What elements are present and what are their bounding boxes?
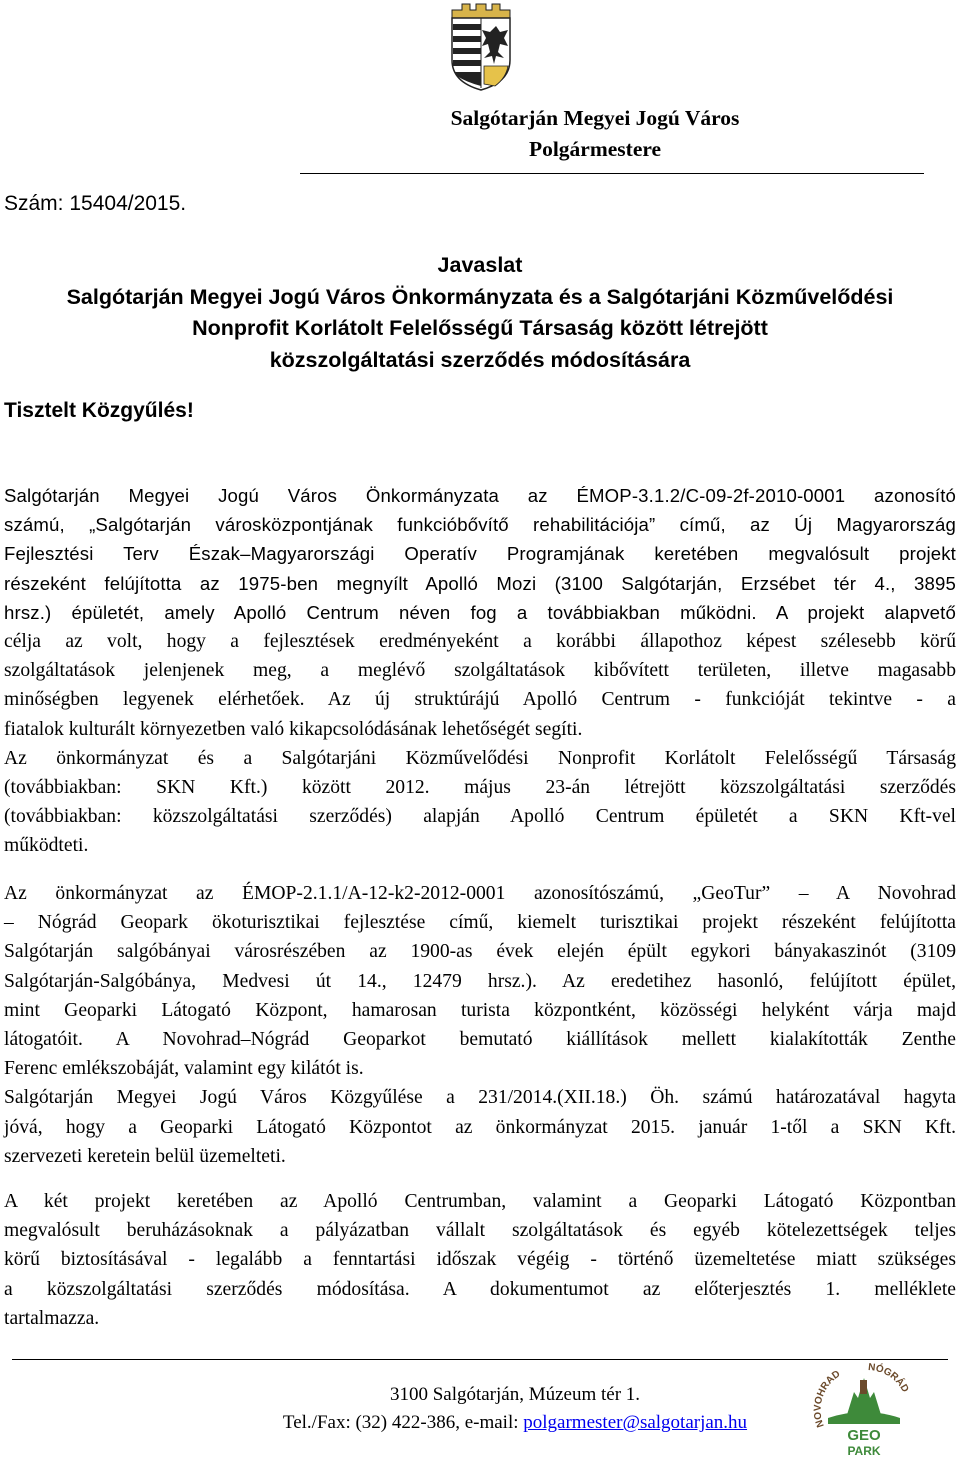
- text-line: minőségben legyenek elérhetőek. Az új struktúrájú Apolló Centrum - funkcióját tekintve - a: [4, 689, 956, 711]
- proposal-title: [0, 250, 960, 376]
- text-line: jóvá, hogy a Geoparki Látogató Központot az önkormányzat 2015. január 1-től a SKN Kft.: [4, 1116, 956, 1138]
- text-line: A két projekt keretében az Apolló Centrumban, valamint a Geoparki Látogató Központban: [4, 1191, 956, 1212]
- email-link[interactable]: polgarmester@salgotarjan.hu: [523, 1412, 748, 1433]
- paragraph-apollo: [4, 481, 956, 627]
- text-line: Salgótarján Megyei Jogú Város Közgyűlése a 231/2014.(XII.18.) Öh. számú határozatával hagyta: [4, 1087, 956, 1109]
- text-line: a közszolgáltatási szerződés módosítása. A dokumentumot az előterjesztés 1. melléklete: [4, 1278, 956, 1300]
- text-line: Az önkormányzat az ÉMOP-2.1.1/A-12-k2-2012-0001 azonosítószámú, „GeoTur” – A Novohrad: [4, 883, 956, 904]
- text-line: (továbbiakban: SKN Kft.) között 2012. május 23-án létrejött közszolgáltatási szerződés: [4, 777, 956, 799]
- city-coat-of-arms: [448, 2, 514, 92]
- title-heading: Javaslat: [437, 253, 523, 277]
- text-line: Az önkormányzat és a Salgótarjáni Közművelődési Nonprofit Korlátolt Felelősségű Társaság: [4, 747, 956, 769]
- footer-address: 3100 Salgótarján, Múzeum tér 1.: [389, 1384, 641, 1405]
- paragraph-apollo-cont: [4, 627, 956, 861]
- text-line: (továbbiakban: közszolgáltatási szerződés) alapján Apolló Centrum épületét a SKN Kft-vel: [4, 806, 956, 828]
- text-line: hrsz.) épületét, amely Apolló Centrum néven fog a továbbiakban működni. A projekt alapvető: [4, 601, 956, 623]
- salutation: Tisztelt Közgyűlés!: [4, 399, 194, 422]
- text-line: Salgótarján salgóbányai városrészében az 1900-as évek elején épült egykori bányakaszinót (3109: [4, 941, 956, 963]
- svg-text:NOVOHRAD: NOVOHRAD: [812, 1368, 843, 1429]
- text-line: – Nógrád Geopark ökoturisztikai fejlesztése című, kiemelt turisztikai projekt részeként felújította: [4, 912, 956, 934]
- footer-phone: Tel./Fax: (32) 422-386, e-mail:: [282, 1412, 524, 1433]
- header-divider: [300, 173, 924, 174]
- text-line: körű biztosításával - legalább a fenntartási időszak végéig - történő üzemeltetése miatt szükséges: [4, 1249, 956, 1271]
- title-line: Nonprofit Korlátolt Felelősségű Társaság között létrejött: [192, 316, 768, 340]
- text-line: számú, „Salgótarján városközpontjának funkcióbővítő rehabilitációja” című, az Új Magyarország: [4, 514, 956, 536]
- text-line: látogatóit. A Novohrad–Nógrád Geoparkot bemutató kiállítások mellett kialakították Zenthe: [4, 1029, 956, 1051]
- title-line: Salgótarján Megyei Jogú Város Önkormányzata és a Salgótarjáni Közművelődési: [66, 284, 894, 309]
- text-line: Salgótarján Megyei Jogú Város Önkormányzata az ÉMOP-3.1.2/C-09-2f-2010-0001 azonosító: [4, 485, 956, 506]
- text-line: fiatalok kulturált környezetben való kikapcsolódásának lehetőségét segíti.: [4, 718, 583, 740]
- header-city: Salgótarján Megyei Jogú Város: [450, 106, 740, 130]
- paragraph-conclusion: [4, 1187, 956, 1333]
- reference-number: Szám: 15404/2015.: [4, 192, 187, 215]
- text-line: Fejlesztési Terv Észak–Magyarországi Operatív Programjának keretében megvalósult projekt: [4, 543, 956, 565]
- text-line: szolgáltatások jelenjenek meg, a meglévő szolgáltatások kibővített területen, illetve magasabb: [4, 660, 956, 682]
- text-line: célja az volt, hogy a fejlesztések eredményeként a korábbi állapothoz képest szélesebb körű: [4, 631, 956, 652]
- footer-contact: [150, 1412, 880, 1434]
- svg-text:PARK: PARK: [847, 1444, 881, 1458]
- text-line: szervezeti keretein belül üzemelteti.: [4, 1145, 286, 1167]
- text-line: tartalmazza.: [4, 1307, 100, 1329]
- text-line: Salgótarján-Salgóbánya, Medvesi út 14., 12479 hrsz.). Az eredetihez hasonló, felújított épület,: [4, 970, 956, 992]
- svg-text:GEO: GEO: [847, 1427, 881, 1444]
- text-line: részeként felújította az 1975-ben megnyílt Apolló Mozi (3100 Salgótarján, Erzsébet tér 4., 3895: [4, 572, 956, 594]
- title-line: közszolgáltatási szerződés módosítására: [269, 347, 691, 372]
- text-line: működteti.: [4, 835, 89, 857]
- text-line: mint Geoparki Látogató Központ, hamarosan turista központként, közösségi helyként várja majd: [4, 999, 956, 1021]
- geopark-logo: [804, 1348, 922, 1458]
- svg-text:NÓGRÁD: NÓGRÁD: [867, 1361, 911, 1395]
- header-role: Polgármestere: [528, 137, 662, 161]
- paragraph-geopark: [4, 879, 956, 1171]
- text-line: Ferenc emlékszobáját, valamint egy kilátót is.: [4, 1058, 364, 1080]
- text-line: megvalósult beruházásoknak a pályázatban vállalt szolgáltatások és egyéb kötelezettségek teljes: [4, 1220, 956, 1242]
